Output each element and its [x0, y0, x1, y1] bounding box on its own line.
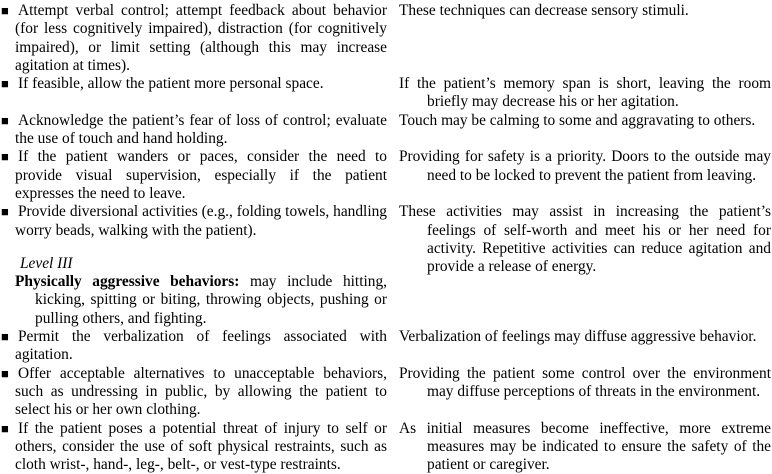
intervention-text: If feasible, allow the patient more personal space.	[18, 75, 324, 93]
intervention-item	[1, 75, 387, 93]
bullet-square-icon: ■	[1, 420, 9, 436]
table-row	[1, 112, 772, 149]
interventions-cell	[1, 75, 387, 93]
level-heading: Level III	[20, 254, 73, 272]
rationale-cell	[399, 420, 771, 474]
intervention-text: Offer acceptable alternatives to unacceptable behaviors, such as undressing in public, by allowing the patient to select his or her own clothing.	[15, 364, 387, 419]
rationale-text: These techniques can decrease sensory stimuli.	[399, 2, 689, 19]
rationale-cell	[399, 203, 771, 276]
behavior-heading	[1, 273, 387, 328]
bullet-square-icon: ■	[1, 112, 9, 128]
table-row	[1, 328, 772, 365]
bullet-square-icon: ■	[1, 365, 9, 381]
intervention-text: Attempt verbal control; attempt feedback about behavior (for less cognitively impaired), distraction (for cognitively impaired), or limit setting (although this may increase agitation at times).	[15, 2, 387, 74]
rationale-cell	[399, 2, 771, 20]
table-row	[1, 203, 772, 328]
rationale-text: As initial measures become ineffective, more extreme measures may be indicated to ensure the safety of the patient or caregiver.	[399, 419, 771, 474]
intervention-item	[1, 2, 387, 75]
rationale-text: These activities may assist in increasing the patient’s feelings of self-worth and meet his or her need for activity. Repetitive activities can reduce agitation and provide a release of energy.	[399, 203, 771, 276]
rationale-cell	[399, 112, 771, 130]
rationale-text: Touch may be calming to some and aggravating to others.	[399, 111, 756, 129]
rationale-text: Verbalization of feelings may diffuse aggressive behavior.	[399, 328, 757, 346]
bullet-square-icon: ■	[1, 204, 9, 220]
behavior-heading-bold: Physically aggressive behaviors:	[15, 273, 240, 291]
bullet-square-icon: ■	[1, 329, 9, 345]
rationale-text: Providing the patient some control over the environment may diffuse perceptions of threats in the environment.	[399, 364, 771, 400]
rationale-cell	[399, 148, 771, 185]
rationale-cell	[399, 328, 771, 346]
rationale-cell	[399, 75, 771, 112]
intervention-text: Acknowledge the patient’s fear of loss of control; evaluate the use of touch and hand holding.	[15, 111, 387, 148]
interventions-cell	[1, 112, 387, 149]
intervention-item	[1, 328, 387, 365]
intervention-item	[1, 203, 387, 240]
bullet-square-icon: ■	[1, 3, 9, 18]
intervention-item	[1, 148, 387, 203]
rationale-text: Providing for safety is a priority. Doors to the outside may need to be locked to prevent the patient from leaving.	[399, 148, 771, 184]
table-row	[1, 148, 772, 203]
intervention-item	[1, 112, 387, 149]
interventions-cell	[1, 420, 387, 474]
table-row	[1, 2, 772, 75]
intervention-text: If the patient wanders or paces, consider the need to provide visual supervision, especially if the patient expresses the need to leave.	[15, 148, 387, 202]
intervention-item	[1, 365, 387, 420]
intervention-text: Permit the verbalization of feelings associated with agitation.	[15, 328, 387, 364]
interventions-cell	[1, 148, 387, 203]
rationale-text: If the patient’s memory span is short, leaving the room briefly may decrease his or her agitation.	[399, 75, 771, 111]
intervention-text: If the patient poses a potential threat of injury to self or others, consider the use of soft physical restraints, such as cloth wrist-, hand-, leg-, belt-, or vest-type restraints.	[15, 419, 387, 474]
intervention-text: Provide diversional activities (e.g., folding towels, handling worry beads, walking with the patient).	[15, 203, 387, 239]
table-row	[1, 420, 772, 474]
rationale-cell	[399, 365, 771, 402]
bullet-square-icon: ■	[1, 149, 9, 165]
behavior-heading-rest: may include hitting, kicking, spitting or biting, throwing objects, pushing or pulling others, and fighting.	[35, 273, 387, 327]
table-row	[1, 75, 772, 112]
interventions-cell	[1, 2, 387, 75]
table-row	[1, 365, 772, 420]
interventions-cell	[1, 328, 387, 365]
intervention-item	[1, 420, 387, 474]
interventions-cell	[1, 365, 387, 420]
bullet-square-icon: ■	[1, 76, 9, 92]
interventions-cell	[1, 203, 387, 328]
